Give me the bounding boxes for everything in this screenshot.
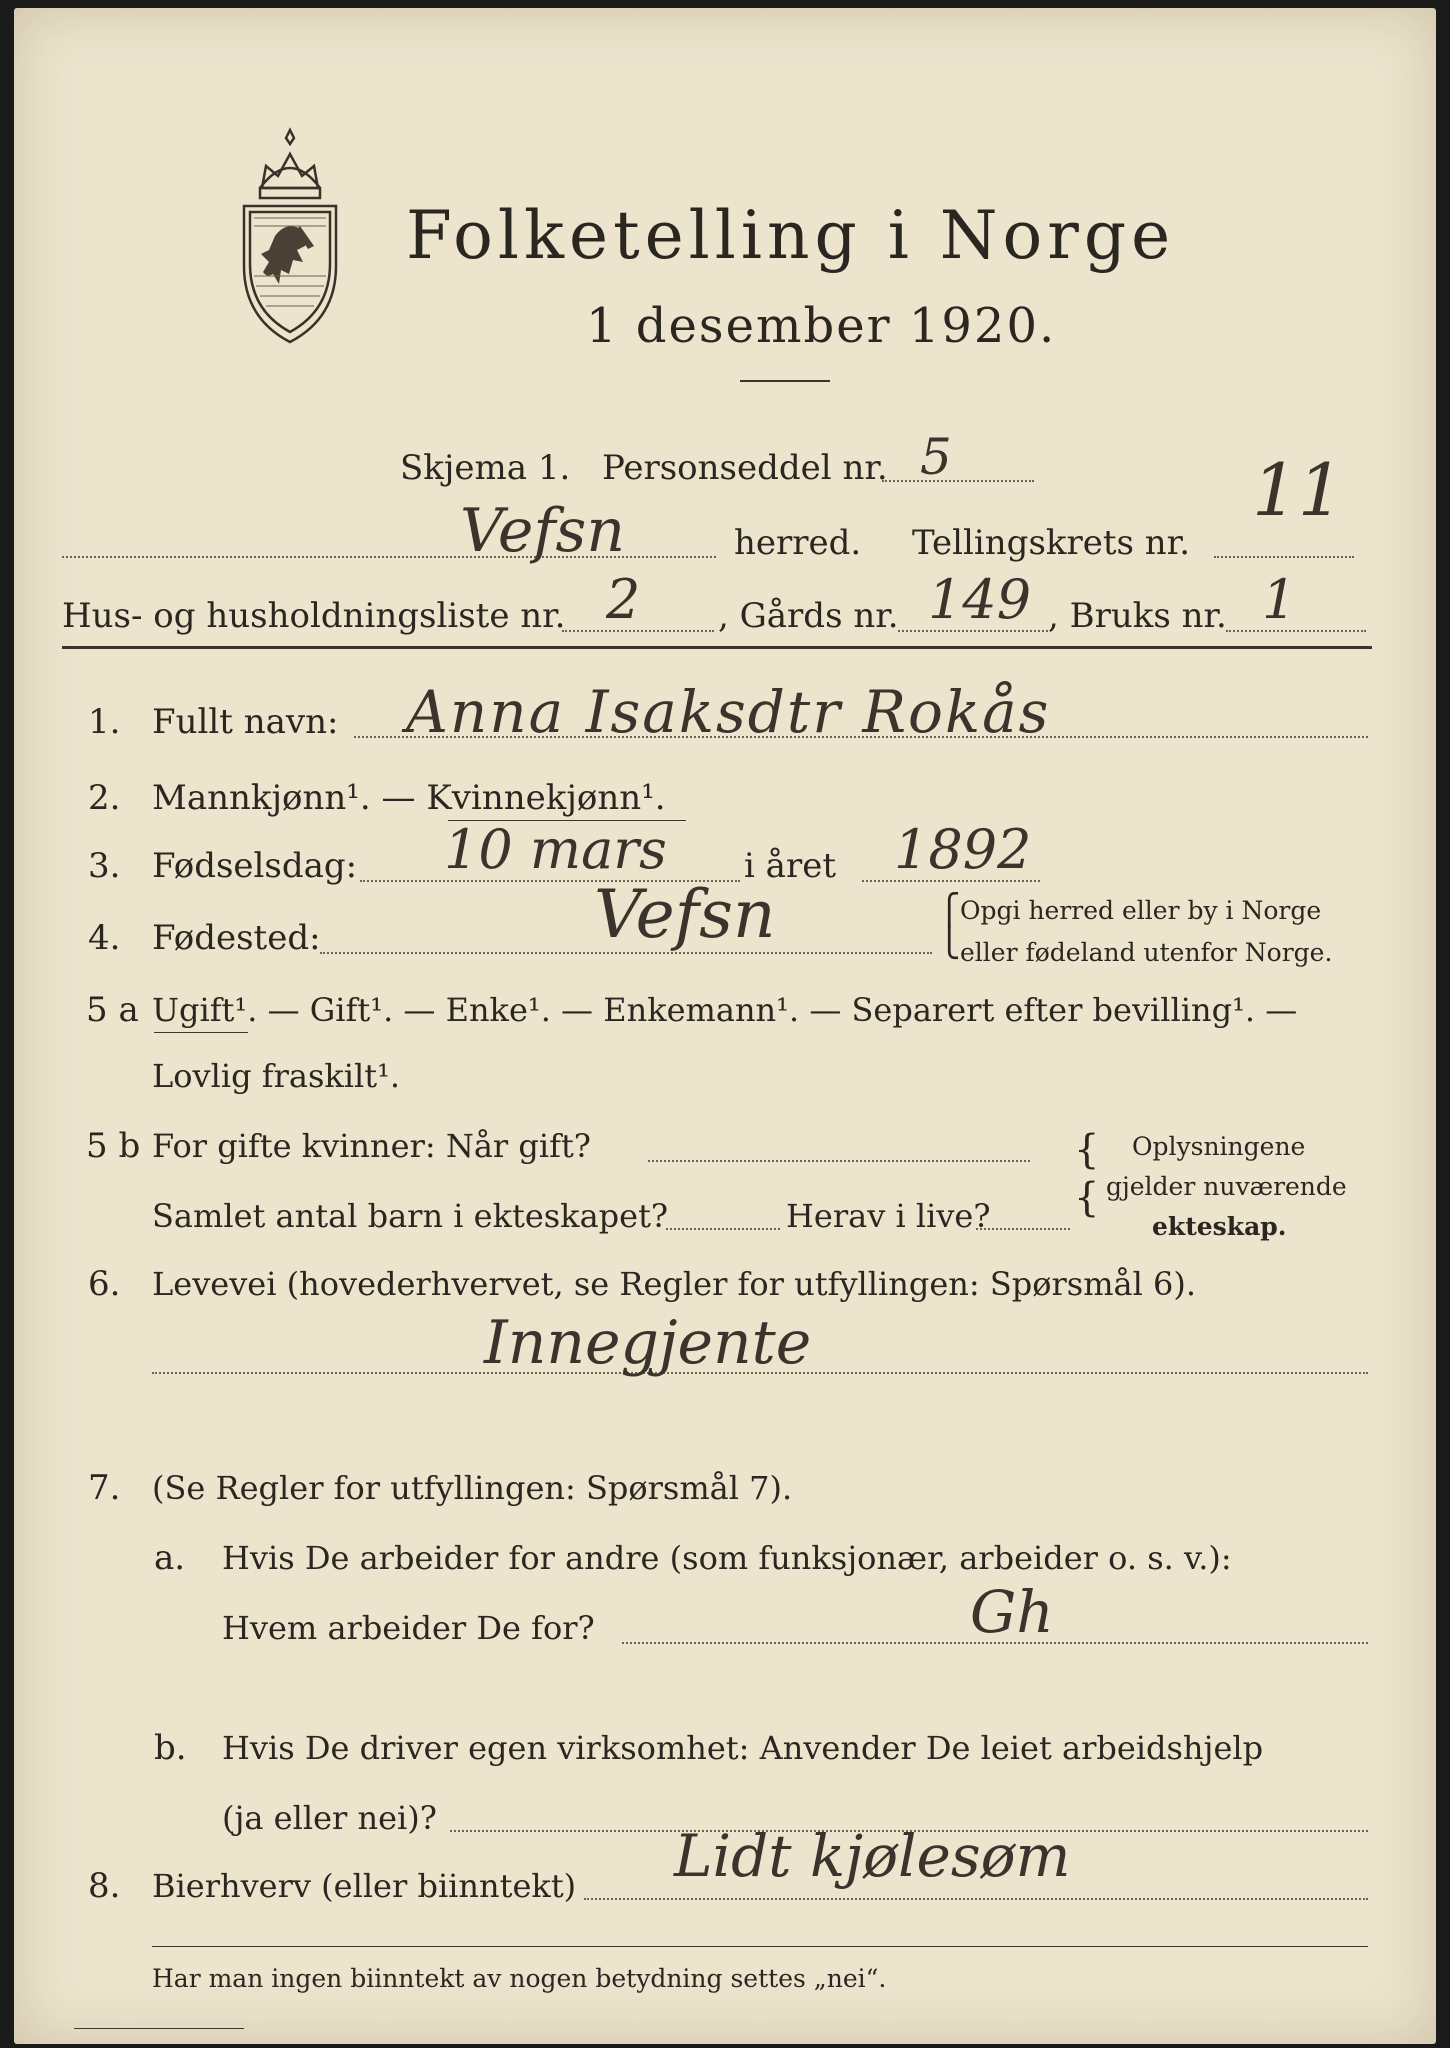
q4-note-brace: ⎧: [938, 893, 961, 928]
tellingskrets-line: [1214, 556, 1354, 558]
q7b-line2-label: (ja eller nei)?: [222, 1799, 437, 1837]
q5b-when-line: [648, 1160, 1030, 1162]
q3-year-label: i året: [744, 846, 836, 886]
q1-number: 1.: [88, 702, 121, 742]
q5b-note-line2: gjelder nuværende: [1106, 1172, 1347, 1201]
option-ugift: Ugift¹.: [152, 991, 258, 1029]
ugift-underline: [154, 1032, 248, 1033]
census-form-page: [14, 8, 1436, 2044]
option-marital-others: — Gift¹. — Enke¹. — Enkemann¹. — Separert efter bevilling¹. —: [257, 991, 1298, 1029]
q8-value: Lidt kjølesøm: [674, 1822, 1071, 1890]
q7a-letter: a.: [154, 1538, 186, 1578]
q7a-line2-label: Hvem arbeider De for?: [222, 1609, 595, 1647]
bruks-label: , Bruks nr.: [1048, 596, 1227, 636]
q7a-value: Gh: [970, 1578, 1054, 1646]
q7b-label: Hvis De driver egen virksomhet: Anvender De leiet arbeidshjelp: [222, 1729, 1264, 1767]
footnote-separator: [74, 2028, 244, 2029]
footer-separator: [152, 1946, 1368, 1947]
q2-number: 2.: [88, 778, 121, 818]
q5b-children-line: [666, 1228, 780, 1230]
norwegian-coat-of-arms-icon: [230, 126, 350, 350]
q4-value: Vefsn: [594, 876, 776, 953]
q7-number: 7.: [88, 1468, 121, 1508]
q8-number: 8.: [88, 1866, 121, 1906]
q5b-note-brace-2: {: [1074, 1175, 1100, 1221]
q1-value: Anna Isaksdtr Rokås: [406, 678, 1051, 746]
q6-number: 6.: [88, 1264, 121, 1304]
q5b-alive-line: [976, 1228, 1070, 1230]
census-date: 1 desember 1920.: [586, 298, 1057, 354]
q4-note-line1: Opgi herred eller by i Norge: [960, 896, 1322, 925]
q5b-number: 5 b: [86, 1126, 141, 1166]
q7b-letter: b.: [154, 1728, 187, 1768]
tellingskrets-label: Tellingskrets nr.: [912, 523, 1191, 563]
herred-value: Vefsn: [460, 496, 625, 566]
q3-number: 3.: [88, 846, 121, 886]
q3-label: Fødselsdag:: [152, 846, 358, 886]
q6-label: Levevei (hovederhvervet, se Regler for utfyllingen: Spørsmål 6).: [152, 1265, 1197, 1303]
q5a-number: 5 a: [86, 990, 139, 1030]
q1-label: Fullt navn:: [152, 702, 339, 742]
husliste-label: Hus- og husholdningsliste nr.: [62, 596, 566, 636]
q3-year-value: 1892: [894, 818, 1032, 881]
q8-line: [584, 1898, 1368, 1900]
q2-options: [152, 778, 666, 818]
gards-value: 149: [928, 568, 1032, 631]
footer-note: Har man ingen biinntekt av nogen betydning settes „nei“.: [152, 1964, 887, 1993]
q7a-label: Hvis De arbeider for andre (som funksjonær, arbeider o. s. v.):: [222, 1539, 1232, 1577]
q5b-note-line1: Oplysningene: [1132, 1132, 1306, 1161]
q4-number: 4.: [88, 918, 121, 958]
herred-label: herred.: [734, 523, 862, 563]
q5b-note-line3: ekteskap.: [1152, 1212, 1287, 1241]
q5b-note-brace: {: [1074, 1127, 1100, 1173]
q8-label: Bierhverv (eller biinntekt): [152, 1867, 577, 1905]
q6-value: Innegjente: [484, 1308, 812, 1378]
option-mannkjonn: Mannkjønn¹. —: [152, 778, 427, 818]
q4-label: Fødested:: [152, 918, 321, 958]
gards-label: , Gårds nr.: [718, 596, 899, 636]
skjema-label: Skjema 1.: [400, 448, 571, 488]
husliste-value: 2: [606, 568, 641, 631]
q7-label: (Se Regler for utfyllingen: Spørsmål 7).: [152, 1469, 793, 1507]
q4-note-brace-lower: ⎩: [938, 925, 961, 960]
q5b-label: For gifte kvinner: Når gift?: [152, 1127, 591, 1165]
q5b-children-label: Samlet antal barn i ekteskapet?: [152, 1197, 669, 1235]
personseddel-value: 5: [920, 428, 952, 486]
q3-value: 10 mars: [444, 818, 667, 881]
option-kvinnekjonn: Kvinnekjønn¹.: [426, 778, 666, 818]
header-separator: [62, 646, 1372, 649]
tellingskrets-value: 11: [1252, 448, 1344, 532]
bruks-value: 1: [1262, 568, 1297, 631]
personseddel-line: [882, 480, 1034, 482]
q4-note-line2: eller fødeland utenfor Norge.: [960, 938, 1333, 967]
page-title: Folketelling i Norge: [406, 197, 1176, 274]
q5a-line2: Lovlig fraskilt¹.: [152, 1057, 401, 1095]
title-divider: [740, 380, 830, 382]
q5b-alive-label: Herav i live?: [786, 1197, 991, 1235]
personseddel-label: Personseddel nr.: [602, 448, 888, 488]
q5a-options: [152, 990, 1297, 1030]
